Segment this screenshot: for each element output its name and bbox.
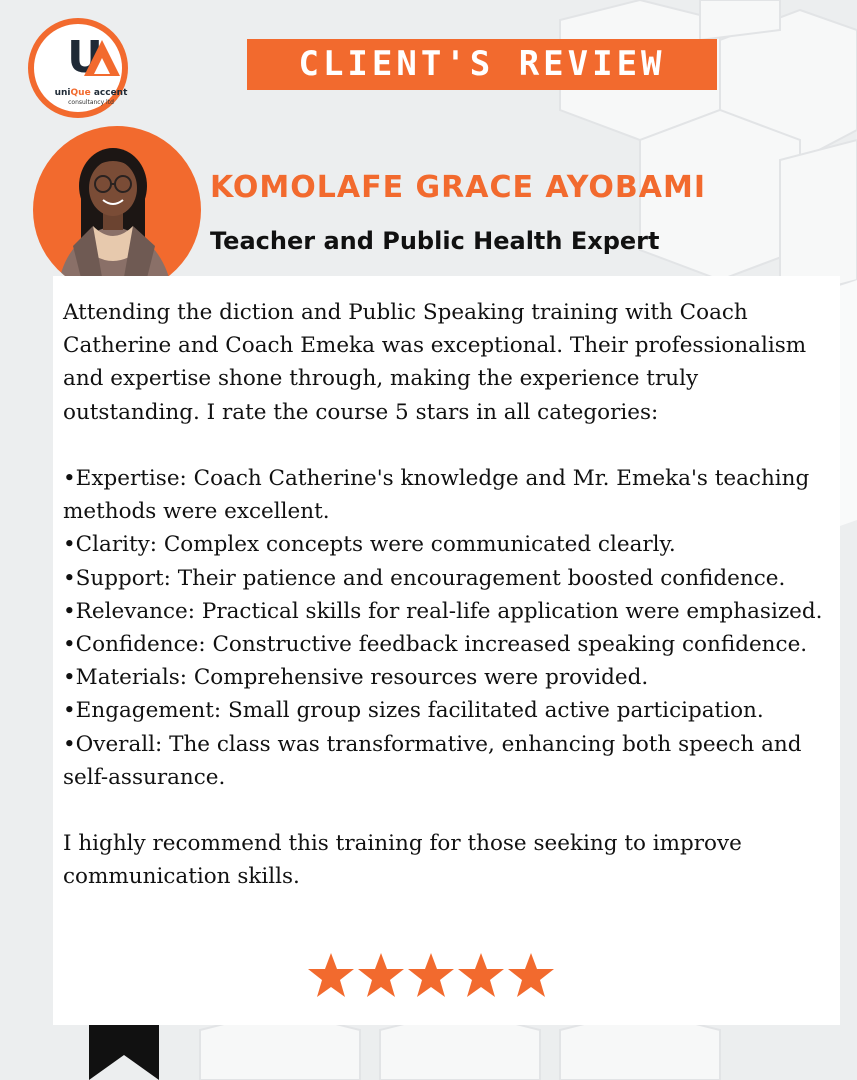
bookmark-icon xyxy=(89,1025,159,1080)
star-icon xyxy=(406,951,456,999)
reviewer-name: KOMOLAFE GRACE AYOBAMI xyxy=(210,170,707,205)
person-photo-icon xyxy=(33,126,201,294)
logo-triangle-cutout xyxy=(94,58,110,74)
review-intro: Attending the diction and Public Speaking training with Coach Catherine and Coach Emeka was exceptional. Their professionalism and expertise shone through, making the experience truly outstanding. I rate the course 5 stars in all categories: xyxy=(63,300,807,425)
star-rating xyxy=(306,951,556,1003)
review-point: •Clarity: Complex concepts were communicated clearly. xyxy=(63,532,676,558)
review-card xyxy=(53,276,840,1025)
review-point: •Materials: Comprehensive resources were provided. xyxy=(63,665,649,691)
reviewer-role: Teacher and Public Health Expert xyxy=(210,227,660,255)
star-icon xyxy=(456,951,506,999)
review-point: •Confidence: Constructive feedback increased speaking confidence. xyxy=(63,632,808,658)
logo-brand-part1: uni xyxy=(54,88,71,98)
logo-brand-part2: Que xyxy=(70,88,91,98)
logo-brand-part3: accent xyxy=(90,88,128,98)
review-point: •Expertise: Coach Catherine's knowledge and Mr. Emeka's teaching methods were excellent. xyxy=(63,466,810,525)
logo-brand-text xyxy=(46,88,136,98)
review-point: •Overall: The class was transformative, enhancing both speech and self-assurance. xyxy=(63,731,802,790)
company-logo xyxy=(28,18,140,122)
logo-letter-u: U xyxy=(67,32,99,83)
star-icon xyxy=(506,951,556,999)
logo-subtitle: consultancy ltd xyxy=(68,99,114,106)
review-point: •Support: Their patience and encouragement boosted confidence. xyxy=(63,565,786,591)
star-icon xyxy=(306,951,356,999)
star-icon xyxy=(356,951,406,999)
paragraph-spacer xyxy=(63,794,833,827)
review-point: •Relevance: Practical skills for real-life application were emphasized. xyxy=(63,598,823,624)
avatar xyxy=(33,126,201,294)
paragraph-spacer xyxy=(63,429,833,462)
page-title-banner: CLIENT'S REVIEW xyxy=(247,39,717,90)
review-text xyxy=(63,296,833,894)
review-point: •Engagement: Small group sizes facilitated active participation. xyxy=(63,698,764,724)
review-closing: I highly recommend this training for those seeking to improve communication skills. xyxy=(63,831,742,890)
